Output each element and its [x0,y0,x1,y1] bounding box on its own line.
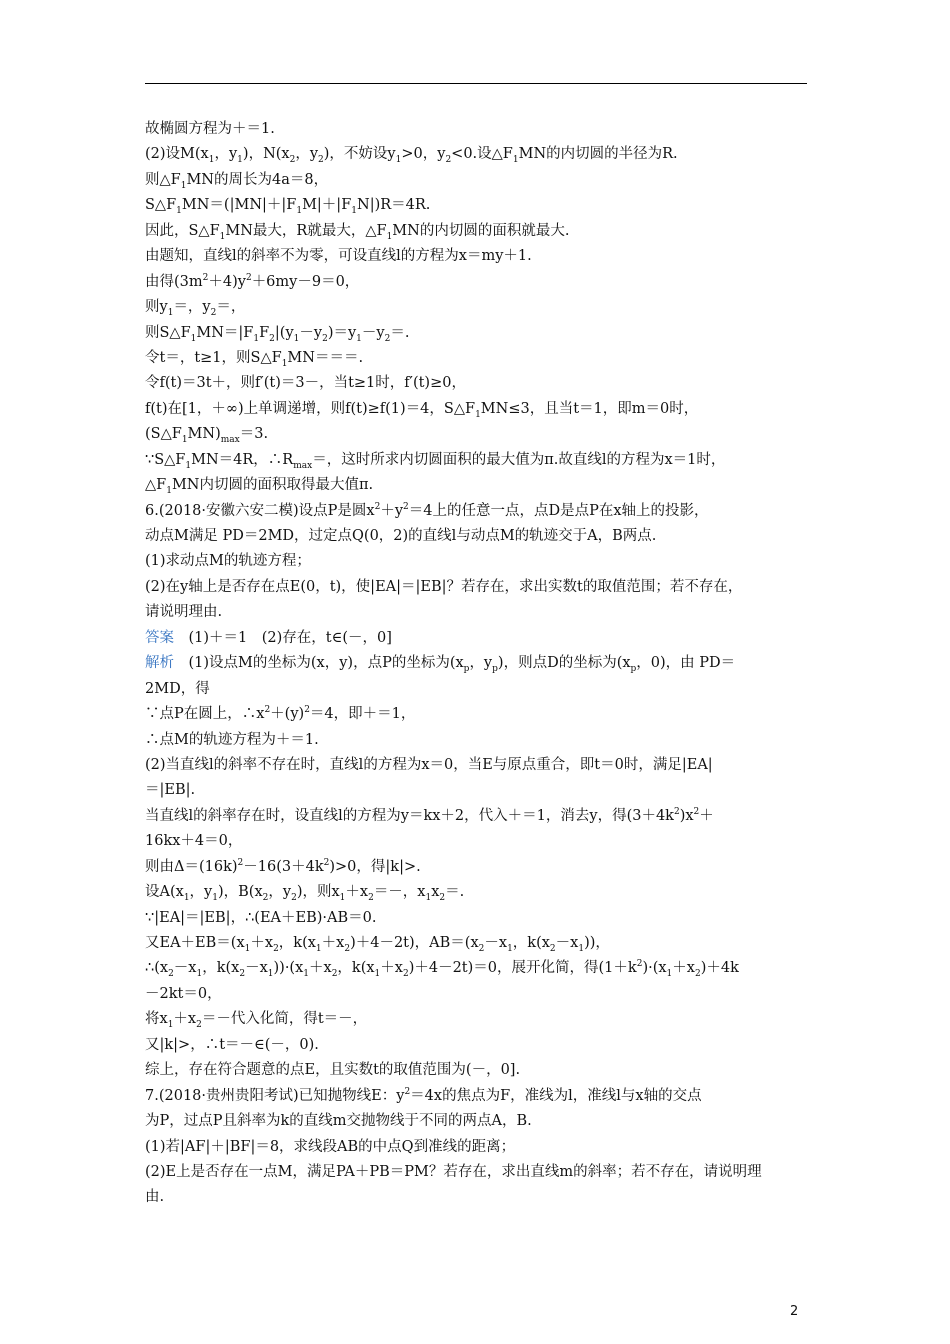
text-line: ＝|EB|. [145,782,196,799]
page-number: 2 [790,1304,799,1319]
text-line: 16kx＋4＝0， [145,833,243,850]
text-line: 则$S\triangle F_1MN=|F_1F_2|(y_1-y_2)=y_1-y_2=$. [145,324,410,344]
text-line: 故椭圆方程为＋＝1. [145,121,275,137]
text-line: 令t＝，t≥1，则$S\triangle F_1MN===$. [145,349,364,369]
text-line: (1)求动点M的轨迹方程； [145,553,311,570]
text-line: 由. [145,1189,165,1206]
text-line: (2)当直线l的斜率不存在时，直线l的方程为x＝0，当E与原点重合，即t＝0时，满足|EA| [145,756,713,773]
text-line: 由题知，直线l的斜率不为零，可设直线l的方程为x＝my＋1. [145,248,532,265]
header-rule [145,83,807,84]
text-line: 则由$\Delta=(16k)^2-16(3+4k^2)>0$，得|k|>. [145,857,421,875]
text-line: $\because S\triangle F_1MN=4R$，$\therefore R_{max}=$，这时所求内切圆面积的最大值为π.故直线l的方程为x＝1时， [145,451,726,471]
text-line: (2)在y轴上是否存在点E(0，t)，使|EA|＝|EB|？若存在，求出实数t的取值范围；若不存在， [145,578,743,595]
text-line: $(S\triangle F_1MN)_{max}=3$. [145,426,269,446]
text-line: ∵点P在圆上，$\therefore x^2+(y)^2=4$，即＋＝1， [145,705,416,723]
text-line: 7.(2018·贵州贵阳考试)已知抛物线E：$y^2=4x$的焦点为F，准线为l，准线l与x轴的交点 [145,1086,702,1104]
text-line: 因此，$S\triangle F_1MN$最大，R就最大，$\triangle F_1MN$的内切圆的面积就最大. [145,222,570,242]
text-line: 又$EA+EB=(x_1+x_2$，$k(x_1+x_2)+4-2t$)，$AB=(x_2-x_1$，$k(x_2-x_1)$)， [145,935,610,954]
text-line: (1)若|AF|＋|BF|＝8，求线段AB的中点Q到准线的距离； [145,1138,516,1155]
text-line: 设$A(x_1$，$y_1$)，$B(x_2$，$y_2$)，则$x_1+x_2=-$，$x_1x_2=$. [145,884,465,904]
document-body [145,117,810,1211]
text-line: 则$y_1=$，$y_2=$， [145,299,246,318]
text-line: 答案 (1)＋＝1 (2)存在，t∈(－，0] [145,629,392,646]
text-line: ∴点M的轨迹方程为＋＝1. [145,731,319,748]
text-line: (2)设$M(x_1$，$y_1$)，$N(x_2$，$y_2$)，不妨设$y_1>0$，$y_2<0$.设$\triangle F_1MN$的内切圆的半径为R. [145,146,678,166]
text-line: 则$\triangle F_1MN$的周长为4a＝8， [145,171,329,191]
text-line: f(t)在[1，＋∞)上单调递增，则f(t)≥f(1)＝4，$S\triangle F_1MN\le 3$，且当t＝1，即m＝0时， [145,400,699,420]
text-line: 2MD，得 [145,680,210,697]
text-line: 将$x_1+x_2=-$代入化简，得t＝－， [145,1011,368,1031]
text-line: 为P，过点P且斜率为k的直线m交抛物线于不同的两点A，B. [145,1113,532,1130]
text-line: 综上，存在符合题意的点E，且实数t的取值范围为(－，0]. [145,1062,521,1079]
text-line: 6.(2018·安徽六安二模)设点P是圆$x^2+y^2=4$上的任意一点，点D是点P在x轴上的投影， [145,501,709,519]
text-line: ∵|EA|＝|EB|，∴(EA＋EB)·AB＝0. [145,909,377,926]
text-line: 请说明理由. [145,604,223,621]
text-line: －2kt＝0， [145,985,222,1002]
text-line: 解析 (1)设点M的坐标为(x，y)，点P的坐标为($x_p$，$y_p$)，则点D的坐标为($x_p$，0)，由 PD＝ [145,655,736,675]
text-line: 由得$(3m^2+4)y^2+6my-9=0$， [145,272,360,290]
text-line: 当直线l的斜率存在时，设直线l的方程为y＝kx＋2，代入＋＝1，消去y，得$(3+4k^2)x^2+$ [145,806,714,824]
text-line: 又|k|>，∴t＝－∈(－，0). [145,1036,319,1053]
text-line: 动点M满足 PD＝2MD，过定点Q(0，2)的直线l与动点M的轨迹交于A，B两点. [145,528,657,544]
text-line: 令f(t)＝3t＋，则f′(t)＝3－，当t≥1时，f′(t)≥0， [145,375,466,392]
text-line: $S\triangle F_1MN=(|MN|+|F_1M|+|F_1N|)R=4R$. [145,197,431,217]
text-line: (2)E上是否存在一点M，满足PA＋PB＝PM？若存在，求出直线m的斜率；若不存在，请说明理 [145,1163,762,1180]
text-line: $\therefore(x_2-x_1$，$k(x_2-x_1))\cdot(x_1+x_2$，$k(x_1+x_2)+4-2t)=0$，展开化简，得$(1+k^2)\cdot(x_1+x_2)+4k$ [145,959,739,980]
text-line: $\triangle F_1MN$内切圆的面积取得最大值π. [145,477,374,497]
